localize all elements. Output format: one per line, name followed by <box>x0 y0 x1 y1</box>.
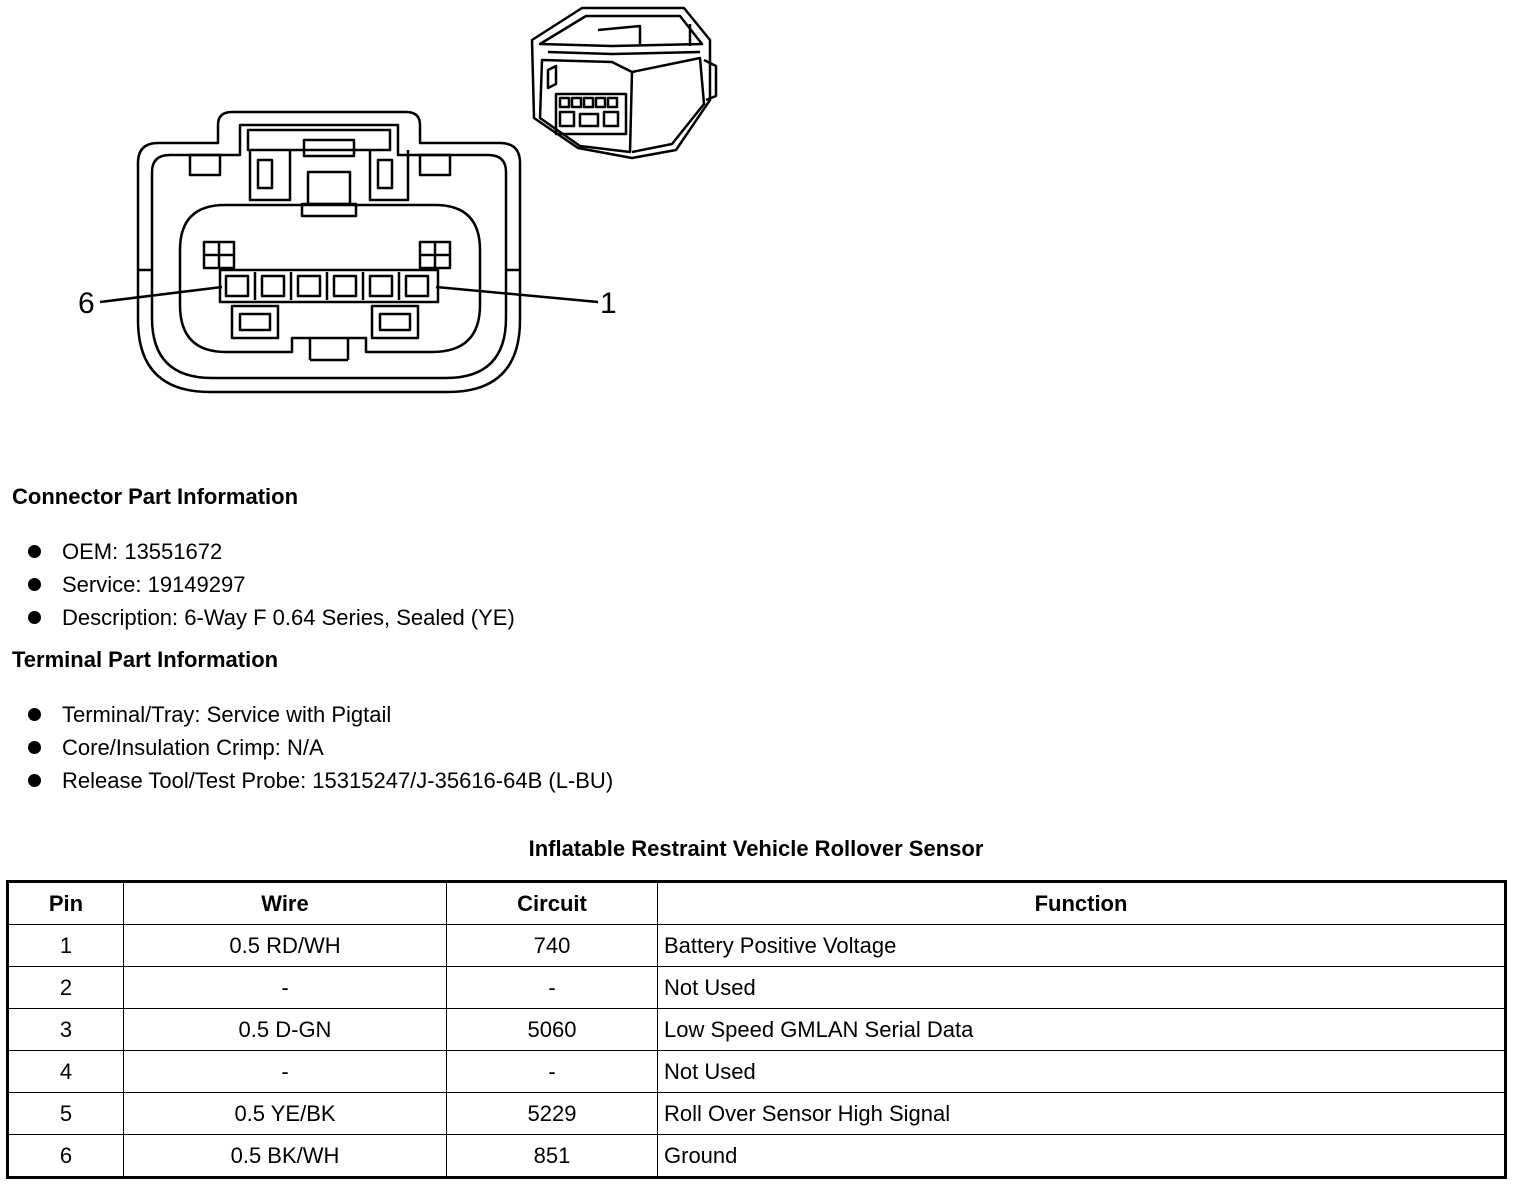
cell-function: Ground <box>658 1135 1506 1178</box>
connector-face-drawing <box>0 0 760 420</box>
table-row <box>8 925 1506 967</box>
terminal-tray: Terminal/Tray: Service with Pigtail <box>62 702 392 727</box>
cell-pin: 4 <box>8 1051 124 1093</box>
cell-wire: - <box>124 1051 447 1093</box>
cell-function: Battery Positive Voltage <box>658 925 1506 967</box>
bullet-icon <box>28 545 41 558</box>
cell-pin: 5 <box>8 1093 124 1135</box>
bullet-icon <box>28 774 41 787</box>
cell-wire: 0.5 BK/WH <box>124 1135 447 1178</box>
terminal-crimp: Core/Insulation Crimp: N/A <box>62 735 324 760</box>
cell-pin: 3 <box>8 1009 124 1051</box>
list-item <box>28 731 613 764</box>
connector-description: Description: 6-Way F 0.64 Series, Sealed (YE) <box>62 605 515 630</box>
pin-1-label: 1 <box>600 287 617 320</box>
pinout-table <box>6 880 1507 1179</box>
cell-function: Not Used <box>658 1051 1506 1093</box>
list-item <box>28 601 515 634</box>
cell-circuit: 851 <box>447 1135 658 1178</box>
cell-circuit: - <box>447 967 658 1009</box>
cell-circuit: - <box>447 1051 658 1093</box>
connector-part-heading: Connector Part Information <box>12 484 299 509</box>
cell-circuit: 5060 <box>447 1009 658 1051</box>
bullet-icon <box>28 741 41 754</box>
table-row <box>8 1051 1506 1093</box>
column-header-pin: Pin <box>8 882 124 925</box>
table-row <box>8 1135 1506 1178</box>
cell-circuit: 740 <box>447 925 658 967</box>
bullet-icon <box>28 611 41 624</box>
table-row <box>8 967 1506 1009</box>
connector-service: Service: 19149297 <box>62 572 246 597</box>
terminal-part-heading: Terminal Part Information <box>12 647 279 672</box>
column-header-circuit: Circuit <box>447 882 658 925</box>
list-item <box>28 568 515 601</box>
cell-wire: 0.5 RD/WH <box>124 925 447 967</box>
bullet-icon <box>28 708 41 721</box>
cell-circuit: 5229 <box>447 1093 658 1135</box>
cell-pin: 1 <box>8 925 124 967</box>
pin-6-label: 6 <box>78 287 95 320</box>
list-item <box>28 698 613 731</box>
table-row <box>8 1009 1506 1051</box>
cell-pin: 6 <box>8 1135 124 1178</box>
cell-function: Low Speed GMLAN Serial Data <box>658 1009 1506 1051</box>
list-item <box>28 764 613 797</box>
bullet-icon <box>28 578 41 591</box>
cell-wire: - <box>124 967 447 1009</box>
list-item <box>28 535 515 568</box>
column-header-wire: Wire <box>124 882 447 925</box>
table-row <box>8 1093 1506 1135</box>
cell-function: Roll Over Sensor High Signal <box>658 1093 1506 1135</box>
connector-isometric-view <box>532 8 716 158</box>
connector-oem: OEM: 13551672 <box>62 539 223 564</box>
table-header-row <box>8 882 1506 925</box>
table-title: Inflatable Restraint Vehicle Rollover Sensor <box>528 836 984 861</box>
cell-pin: 2 <box>8 967 124 1009</box>
cell-wire: 0.5 YE/BK <box>124 1093 447 1135</box>
cell-wire: 0.5 D-GN <box>124 1009 447 1051</box>
column-header-function: Function <box>658 882 1506 925</box>
cell-function: Not Used <box>658 967 1506 1009</box>
connector-part-list <box>28 535 515 634</box>
terminal-release-tool: Release Tool/Test Probe: 15315247/J-35616-64B (L-BU) <box>62 768 614 793</box>
terminal-part-list <box>28 698 613 797</box>
